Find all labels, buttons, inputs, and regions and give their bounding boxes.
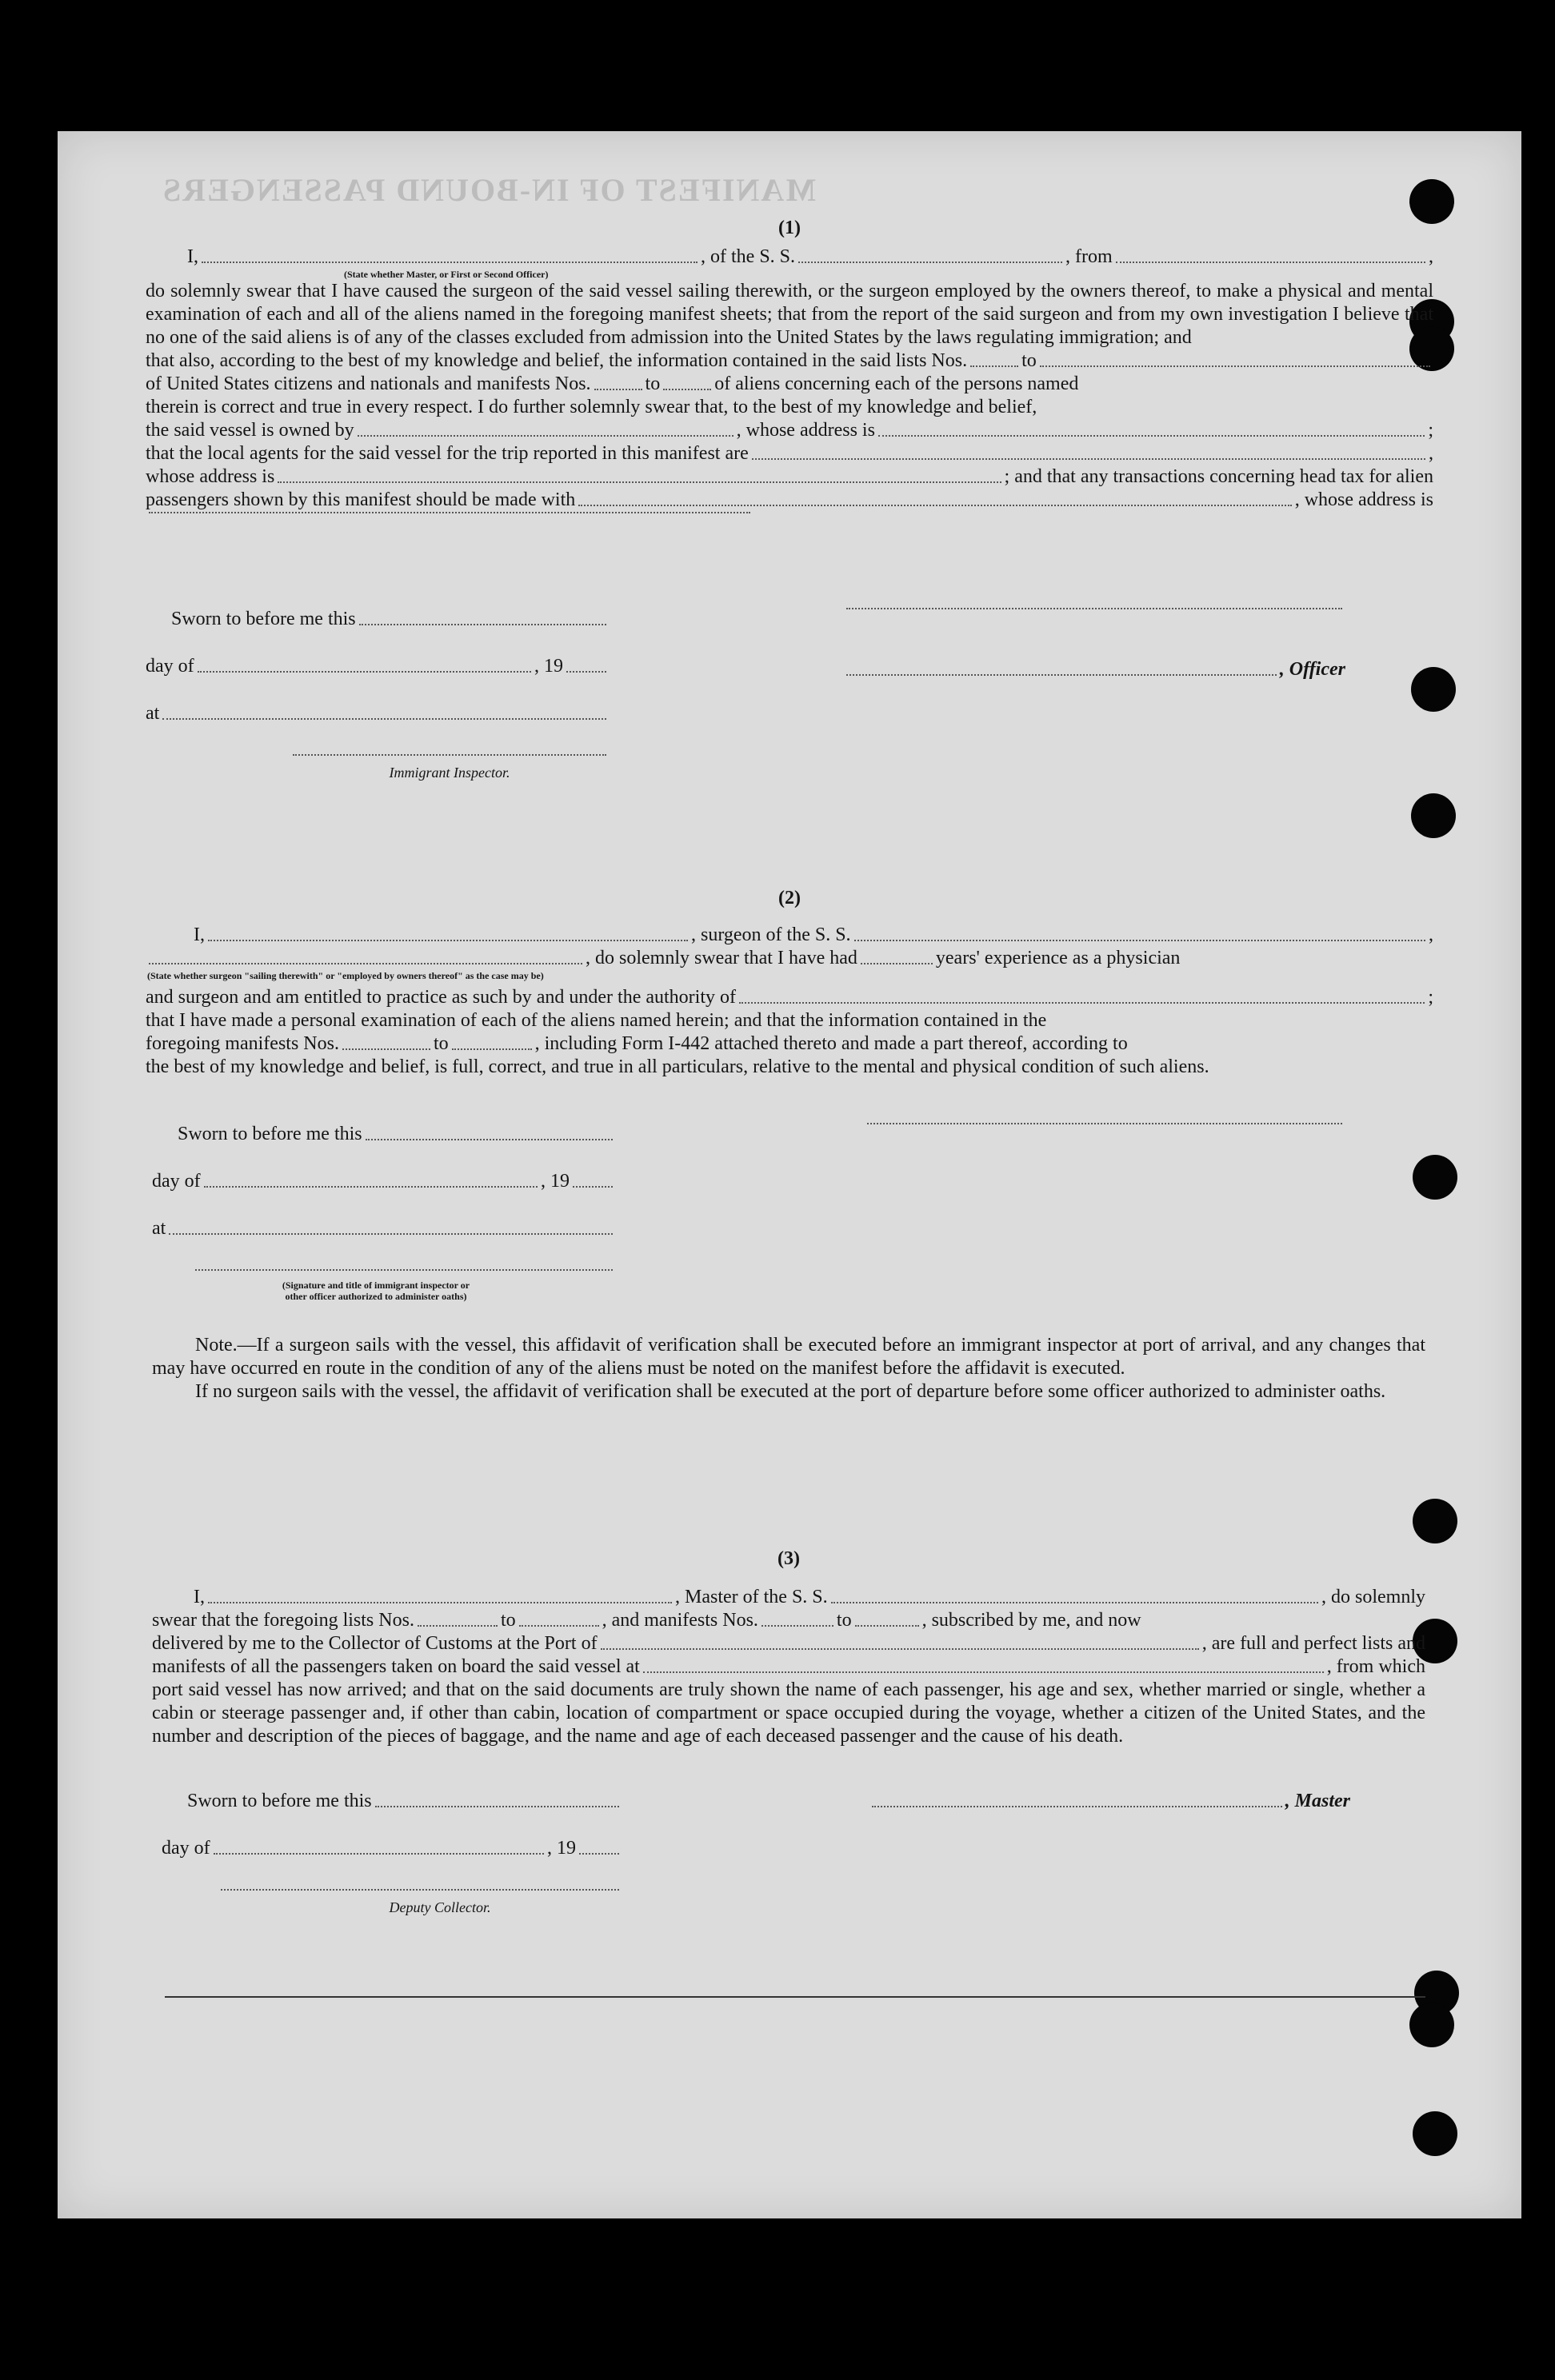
section-2-surgeon-affidavit: (2) I, , surgeon of the S. S. , , do solemnly swear that I have had years' experience as a physician (State whether surgeon "sailing therewith" or "employed by owners thereof" as the case may be) and surgeon and am entitled to practice as such by and under the authority of ; that I have made a personal examination of each of the aliens named herein; and that the information contained in the foregoing manifests Nos. to , including Form I-442 attached thereto and made a part thereof, according to the best of my knowledge and belief, is full, correct, and true in all particulars, relative to the mental and physical condition of such aliens. — [146, 888, 1433, 1077]
section-heading: (1) — [778, 218, 801, 238]
lists-from-field[interactable] — [970, 365, 1018, 367]
section-3-master-oath: (3) I, , Master of the S. S. , do solemnly swear that the foregoing lists Nos. to , and manifests Nos. to , subscribed by me, and now delivered by me to the Collector of Customs at the Port of , are full and perfect lists and manifests of all the passengers taken on board the said vessel at , from which port said vessel has now arrived; and that on the said documents are truly shown the name of each passenger, his age and sex, whether married or single, whether a cabin or steerage passenger and, if other than cabin, location of compartment or space occupied during the voyage, whether a citizen of the United States, and the number and description of the pieces of baggage, and the name and age of each deceased passenger and the cause of his death. — [152, 1548, 1425, 1747]
master-manifests-from-field[interactable] — [762, 1625, 833, 1627]
inspector-caption: Immigrant Inspector. — [389, 765, 510, 781]
from-port-field[interactable] — [1116, 262, 1425, 263]
note-paragraph-1: Note.—If a surgeon sails with the vessel, this affidavit of verification shall be executed before an immigrant inspector at port of arrival, and any changes that may have occurred en route in the condition of any of the aliens must be noted on the manifest before the affidavit is executed. — [152, 1335, 1425, 1379]
vessel-name-field[interactable] — [798, 262, 1062, 263]
surgeon-vessel-field[interactable] — [854, 940, 1425, 941]
practice-authority-field[interactable] — [739, 1002, 1425, 1004]
master-vessel-field[interactable] — [831, 1602, 1318, 1603]
agent-address-field[interactable] — [278, 481, 1001, 483]
master-sworn-month-field[interactable] — [214, 1853, 544, 1855]
officer-signature-line-1[interactable] — [846, 608, 1342, 609]
officer-signature-block — [843, 608, 1345, 681]
surgeon-manifest-from-field[interactable] — [342, 1048, 430, 1050]
master-signature-field[interactable] — [872, 1806, 1282, 1807]
surgeon-status-field[interactable] — [149, 963, 582, 964]
master-sworn-date-field[interactable] — [375, 1806, 619, 1807]
surgeon-manifest-to-field[interactable] — [452, 1048, 532, 1050]
binder-hole — [1409, 2003, 1454, 2047]
officer-label: , Officer — [1279, 659, 1345, 680]
surgeon-name-field[interactable] — [208, 940, 688, 941]
surgeon-sworn-date-field[interactable] — [366, 1139, 613, 1140]
section-heading: (2) — [778, 888, 801, 908]
bottom-rule — [165, 1996, 1425, 1998]
master-label: , Master — [1285, 1791, 1350, 1811]
port-field[interactable] — [601, 1648, 1199, 1650]
years-experience-field[interactable] — [861, 963, 933, 964]
local-agents-field[interactable] — [752, 458, 1425, 460]
surgeon-sworn-place-field[interactable] — [169, 1233, 613, 1235]
inspector-signature-field[interactable] — [293, 754, 606, 756]
head-tax-address-field[interactable] — [149, 512, 750, 513]
sworn-block-1: Sworn to before me this day of , 19 at Immigrant Inspector. — [146, 608, 610, 781]
surgeon-sworn-month-field[interactable] — [204, 1186, 538, 1188]
binder-hole — [1411, 793, 1456, 838]
binder-hole — [1413, 2111, 1457, 2156]
sworn-year-field[interactable] — [566, 671, 606, 673]
owner-field[interactable] — [358, 435, 734, 437]
sworn-block-3: Sworn to before me this day of , 19 Deputy Collector. — [162, 1790, 622, 1916]
officer-name-field[interactable] — [202, 262, 698, 263]
surgeon-signature-block — [864, 1123, 1345, 1130]
owner-address-field[interactable] — [878, 435, 1425, 437]
affidavit-paragraph: do solemnly swear that I have caused the surgeon of the said vessel sailing therewith, or the surgeon employed by the owners thereof, to make a physical and mental examination of each and all of the aliens named in the foregoing manifest sheets; that from the report of the said surgeon and from my own investigation I believe that no one of the said aliens is of any of the classes excluded from admission into the United States by the laws regulating immigration; and — [146, 281, 1433, 348]
officer-note: (State whether Master, or First or Second Officer) — [344, 269, 549, 280]
witness-caption: (Signature and title of immigrant inspector or other officer authorized to administer oaths) — [282, 1280, 470, 1302]
sworn-place-field[interactable] — [162, 718, 606, 720]
binder-hole — [1411, 667, 1456, 712]
surgeon-note: (State whether surgeon "sailing therewith" or "employed by owners thereof" as the case may be) — [147, 970, 544, 981]
collector-caption: Deputy Collector. — [389, 1899, 491, 1915]
master-name-field[interactable] — [208, 1602, 672, 1603]
section-heading: (3) — [778, 1548, 800, 1569]
section-1-master-affidavit: (1) I, , of the S. S. , from , (State whether Master, or First or Second Officer) do solemnly swear that I have caused the surgeon of the said vessel sailing therewith, or the surgeon employed by the owners thereof, to make a physical and mental examination of each and all of the aliens named in the foregoing manifest sheets; that from the report of the said surgeon and from my own investigation I believe that no one of the said aliens is of any of the classes excluded from admission into the United States by the laws regulating immigration; and that also, according to the best of my knowledge and belief, the information contained in the said lists Nos. to of United States citizens and nationals and manifests Nos. to of aliens concerning each of the persons named therein is correct and true in every respect. I do further solemnly swear that, to the best of my knowledge and belief, the said vessel is owned by , whose address is ; that the local agents for the said vessel for the trip reported in this manifest are , whose address is ; and that any transactions concerning head tax for alien passengers shown by this manifest should be made with , whose address is — [146, 218, 1433, 519]
surgeon-witness-signature-field[interactable] — [195, 1269, 613, 1271]
sworn-block-2: Sworn to before me this day of , 19 at (Signature and title of immigrant inspector or other officer authorized to administer oaths) — [152, 1123, 616, 1302]
sworn-date-field[interactable] — [359, 624, 606, 625]
binder-hole — [1413, 1499, 1457, 1543]
lists-to-field[interactable] — [1040, 365, 1430, 367]
master-lists-to-field[interactable] — [519, 1625, 599, 1627]
master-lists-from-field[interactable] — [418, 1625, 498, 1627]
head-tax-contact-field[interactable] — [578, 505, 1291, 506]
master-manifests-to-field[interactable] — [855, 1625, 919, 1627]
master-sworn-year-field[interactable] — [579, 1853, 619, 1855]
document-page — [58, 131, 1521, 2218]
collector-signature-field[interactable] — [221, 1889, 619, 1891]
boarding-port-field[interactable] — [643, 1671, 1324, 1673]
surgeon-signature-field[interactable] — [867, 1123, 1342, 1124]
manifests-from-field[interactable] — [594, 389, 642, 390]
manifests-to-field[interactable] — [663, 389, 711, 390]
master-signature-block — [869, 1790, 1350, 1813]
surgeon-note-block — [152, 1334, 1425, 1404]
bleed-through-header: MANIFEST OF IN-BOUND PASSENGERS — [162, 172, 817, 208]
sworn-month-field[interactable] — [198, 671, 531, 673]
officer-line: I, , of the S. S. , from , — [187, 246, 1433, 267]
surgeon-sworn-year-field[interactable] — [573, 1186, 613, 1188]
note-paragraph-2: If no surgeon sails with the vessel, the affidavit of verification shall be executed at the port of departure before some officer authorized to administer oaths. — [195, 1381, 1386, 1402]
binder-hole — [1413, 1155, 1457, 1200]
officer-signature-field[interactable] — [846, 674, 1277, 676]
